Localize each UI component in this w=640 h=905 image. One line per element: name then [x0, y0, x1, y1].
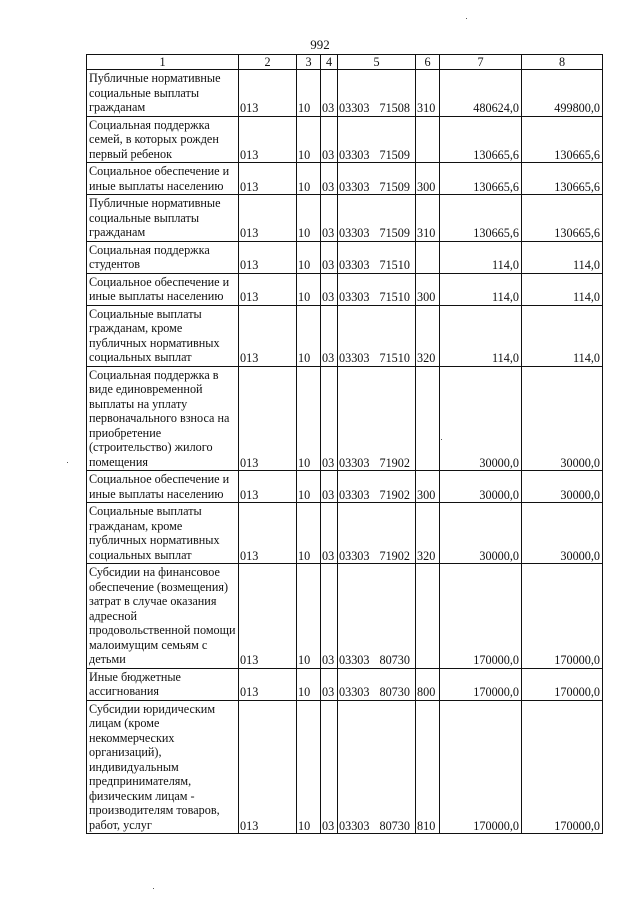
expense-kind-cell — [416, 366, 440, 471]
table-row — [87, 668, 603, 700]
amount-col7-cell: 114,0 — [440, 241, 522, 273]
table-row — [87, 241, 603, 273]
col-header-4: 4 — [321, 55, 338, 70]
amount-col8-cell: 499800,0 — [522, 70, 603, 117]
table-row — [87, 503, 603, 564]
target-article-cell — [338, 195, 416, 242]
col-header-6: 6 — [416, 55, 440, 70]
amount-col7-cell: 130665,6 — [440, 195, 522, 242]
amount-col8-cell: 130665,6 — [522, 163, 603, 195]
amount-col8-cell: 170000,0 — [522, 700, 603, 834]
section-code-cell: 10 — [297, 273, 321, 305]
subsection-code-cell: 03 — [321, 305, 338, 366]
section-code-cell: 10 — [297, 668, 321, 700]
amount-col8-cell: 130665,6 — [522, 195, 603, 242]
row-name-cell: Социальная поддержка в виде единовременной выплаты на уплату первоначального взноса на приобретение (строительство) жилого помещения — [87, 366, 239, 471]
col-header-1: 1 — [87, 55, 239, 70]
expense-kind-cell: 800 — [416, 668, 440, 700]
row-name-cell: Социальные выплаты гражданам, кроме публичных нормативных социальных выплат — [87, 305, 239, 366]
subsection-code-cell: 03 — [321, 195, 338, 242]
target-article-cell — [338, 163, 416, 195]
target-article-cell — [338, 471, 416, 503]
target-article-part-b: 80730 — [379, 685, 410, 699]
col-header-8: 8 — [522, 55, 603, 70]
admin-code-cell: 013 — [239, 163, 297, 195]
subsection-code-cell: 03 — [321, 471, 338, 503]
target-article-cell — [338, 305, 416, 366]
target-article-part-a: 03303 — [339, 487, 370, 502]
expense-kind-cell — [416, 241, 440, 273]
admin-code-cell: 013 — [239, 273, 297, 305]
expense-kind-cell: 310 — [416, 70, 440, 117]
admin-code-cell: 013 — [239, 471, 297, 503]
subsection-code-cell: 03 — [321, 700, 338, 834]
target-article-part-b: 71902 — [379, 455, 410, 470]
section-code-cell: 10 — [297, 116, 321, 163]
target-article-part-a: 03303 — [339, 685, 370, 699]
amount-col8-cell: 170000,0 — [522, 668, 603, 700]
target-article-part-b: 80730 — [379, 818, 410, 833]
admin-code-cell: 013 — [239, 564, 297, 669]
page-number: 992 — [310, 37, 330, 52]
amount-col8-cell: 30000,0 — [522, 471, 603, 503]
target-article-part-b: 71510 — [379, 351, 410, 365]
col-header-3: 3 — [297, 55, 321, 70]
subsection-code-cell: 03 — [321, 70, 338, 117]
target-article-part-b: 71510 — [379, 290, 410, 304]
target-article-cell — [338, 700, 416, 834]
amount-col7-cell: 170000,0 — [440, 564, 522, 669]
scan-speck — [441, 439, 442, 440]
amount-col7-cell: 30000,0 — [440, 503, 522, 564]
amount-col7-cell: 114,0 — [440, 273, 522, 305]
row-name-cell: Публичные нормативные социальные выплаты гражданам — [87, 195, 239, 242]
expense-kind-cell: 300 — [416, 471, 440, 503]
table-row — [87, 700, 603, 834]
target-article-cell — [338, 116, 416, 163]
target-article-part-a: 03303 — [339, 455, 370, 470]
row-name-cell: Социальные выплаты гражданам, кроме публичных нормативных социальных выплат — [87, 503, 239, 564]
subsection-code-cell: 03 — [321, 564, 338, 669]
subsection-code-cell: 03 — [321, 668, 338, 700]
target-article-part-a: 03303 — [339, 258, 370, 272]
admin-code-cell: 013 — [239, 195, 297, 242]
table-row — [87, 116, 603, 163]
admin-code-cell: 013 — [239, 366, 297, 471]
scan-speck — [466, 18, 467, 19]
target-article-cell — [338, 366, 416, 471]
target-article-part-a: 03303 — [339, 548, 370, 563]
target-article-cell — [338, 241, 416, 273]
expense-kind-cell — [416, 116, 440, 163]
section-code-cell: 10 — [297, 241, 321, 273]
target-article-part-b: 71902 — [379, 548, 410, 563]
amount-col7-cell: 30000,0 — [440, 471, 522, 503]
admin-code-cell: 013 — [239, 116, 297, 163]
amount-col7-cell: 130665,6 — [440, 163, 522, 195]
amount-col7-cell: 130665,6 — [440, 116, 522, 163]
target-article-part-a: 03303 — [339, 351, 370, 365]
table-row — [87, 305, 603, 366]
section-code-cell: 10 — [297, 564, 321, 669]
target-article-cell — [338, 273, 416, 305]
row-name-cell: Социальное обеспечение и иные выплаты населению — [87, 163, 239, 195]
amount-col8-cell: 30000,0 — [522, 503, 603, 564]
expense-kind-cell: 300 — [416, 163, 440, 195]
table-row — [87, 471, 603, 503]
amount-col8-cell: 170000,0 — [522, 564, 603, 669]
subsection-code-cell: 03 — [321, 366, 338, 471]
row-name-cell: Социальная поддержка семей, в которых рожден первый ребенок — [87, 116, 239, 163]
row-name-cell: Публичные нормативные социальные выплаты гражданам — [87, 70, 239, 117]
col-header-7: 7 — [440, 55, 522, 70]
header-row — [87, 55, 603, 70]
table-row — [87, 273, 603, 305]
subsection-code-cell: 03 — [321, 241, 338, 273]
amount-col8-cell: 114,0 — [522, 305, 603, 366]
target-article-cell — [338, 70, 416, 117]
amount-col8-cell: 130665,6 — [522, 116, 603, 163]
target-article-part-a: 03303 — [339, 101, 370, 115]
amount-col7-cell: 114,0 — [440, 305, 522, 366]
expense-kind-cell — [416, 564, 440, 669]
expense-kind-cell: 320 — [416, 503, 440, 564]
col-header-2: 2 — [239, 55, 297, 70]
target-article-part-b: 71510 — [379, 258, 410, 272]
table-body — [87, 70, 603, 834]
target-article-part-a: 03303 — [339, 147, 370, 162]
expense-kind-cell: 300 — [416, 273, 440, 305]
target-article-part-a: 03303 — [339, 226, 370, 240]
target-article-part-a: 03303 — [339, 290, 370, 304]
subsection-code-cell: 03 — [321, 273, 338, 305]
section-code-cell: 10 — [297, 70, 321, 117]
amount-col8-cell: 30000,0 — [522, 366, 603, 471]
scan-speck — [153, 888, 154, 889]
target-article-part-b: 71509 — [379, 147, 410, 162]
admin-code-cell: 013 — [239, 70, 297, 117]
amount-col8-cell: 114,0 — [522, 273, 603, 305]
table-row — [87, 163, 603, 195]
table-row — [87, 70, 603, 117]
section-code-cell: 10 — [297, 471, 321, 503]
admin-code-cell: 013 — [239, 241, 297, 273]
expense-kind-cell: 810 — [416, 700, 440, 834]
target-article-cell — [338, 564, 416, 669]
section-code-cell: 10 — [297, 366, 321, 471]
row-name-cell: Социальное обеспечение и иные выплаты населению — [87, 273, 239, 305]
target-article-part-b: 71509 — [379, 226, 410, 240]
target-article-part-b: 71902 — [379, 487, 410, 502]
expense-kind-cell: 310 — [416, 195, 440, 242]
section-code-cell: 10 — [297, 195, 321, 242]
table-row — [87, 195, 603, 242]
target-article-part-a: 03303 — [339, 653, 370, 667]
target-article-part-b: 80730 — [379, 653, 410, 667]
admin-code-cell: 013 — [239, 305, 297, 366]
subsection-code-cell: 03 — [321, 163, 338, 195]
amount-col7-cell: 30000,0 — [440, 366, 522, 471]
amount-col7-cell: 170000,0 — [440, 700, 522, 834]
row-name-cell: Иные бюджетные ассигнования — [87, 668, 239, 700]
budget-table — [86, 54, 603, 834]
scan-speck — [67, 462, 68, 463]
section-code-cell: 10 — [297, 503, 321, 564]
admin-code-cell: 013 — [239, 668, 297, 700]
admin-code-cell: 013 — [239, 503, 297, 564]
target-article-cell — [338, 503, 416, 564]
table-row — [87, 564, 603, 669]
section-code-cell: 10 — [297, 163, 321, 195]
target-article-part-b: 71508 — [379, 101, 410, 115]
table-row — [87, 366, 603, 471]
subsection-code-cell: 03 — [321, 503, 338, 564]
amount-col7-cell: 480624,0 — [440, 70, 522, 117]
target-article-part-a: 03303 — [339, 818, 370, 833]
amount-col7-cell: 170000,0 — [440, 668, 522, 700]
row-name-cell: Субсидии на финансовое обеспечение (возмещения) затрат в случае оказания адресной продовольственной помощи малоимущим семьям с детьми — [87, 564, 239, 669]
row-name-cell: Субсидии юридическим лицам (кроме некоммерческих организаций), индивидуальным предпринимателям, физическим лицам - производителям товаров, работ, услуг — [87, 700, 239, 834]
target-article-part-b: 71509 — [379, 179, 410, 194]
admin-code-cell: 013 — [239, 700, 297, 834]
section-code-cell: 10 — [297, 700, 321, 834]
row-name-cell: Социальная поддержка студентов — [87, 241, 239, 273]
target-article-part-a: 03303 — [339, 179, 370, 194]
row-name-cell: Социальное обеспечение и иные выплаты населению — [87, 471, 239, 503]
section-code-cell: 10 — [297, 305, 321, 366]
subsection-code-cell: 03 — [321, 116, 338, 163]
amount-col8-cell: 114,0 — [522, 241, 603, 273]
col-header-5: 5 — [338, 55, 416, 70]
expense-kind-cell: 320 — [416, 305, 440, 366]
target-article-cell — [338, 668, 416, 700]
